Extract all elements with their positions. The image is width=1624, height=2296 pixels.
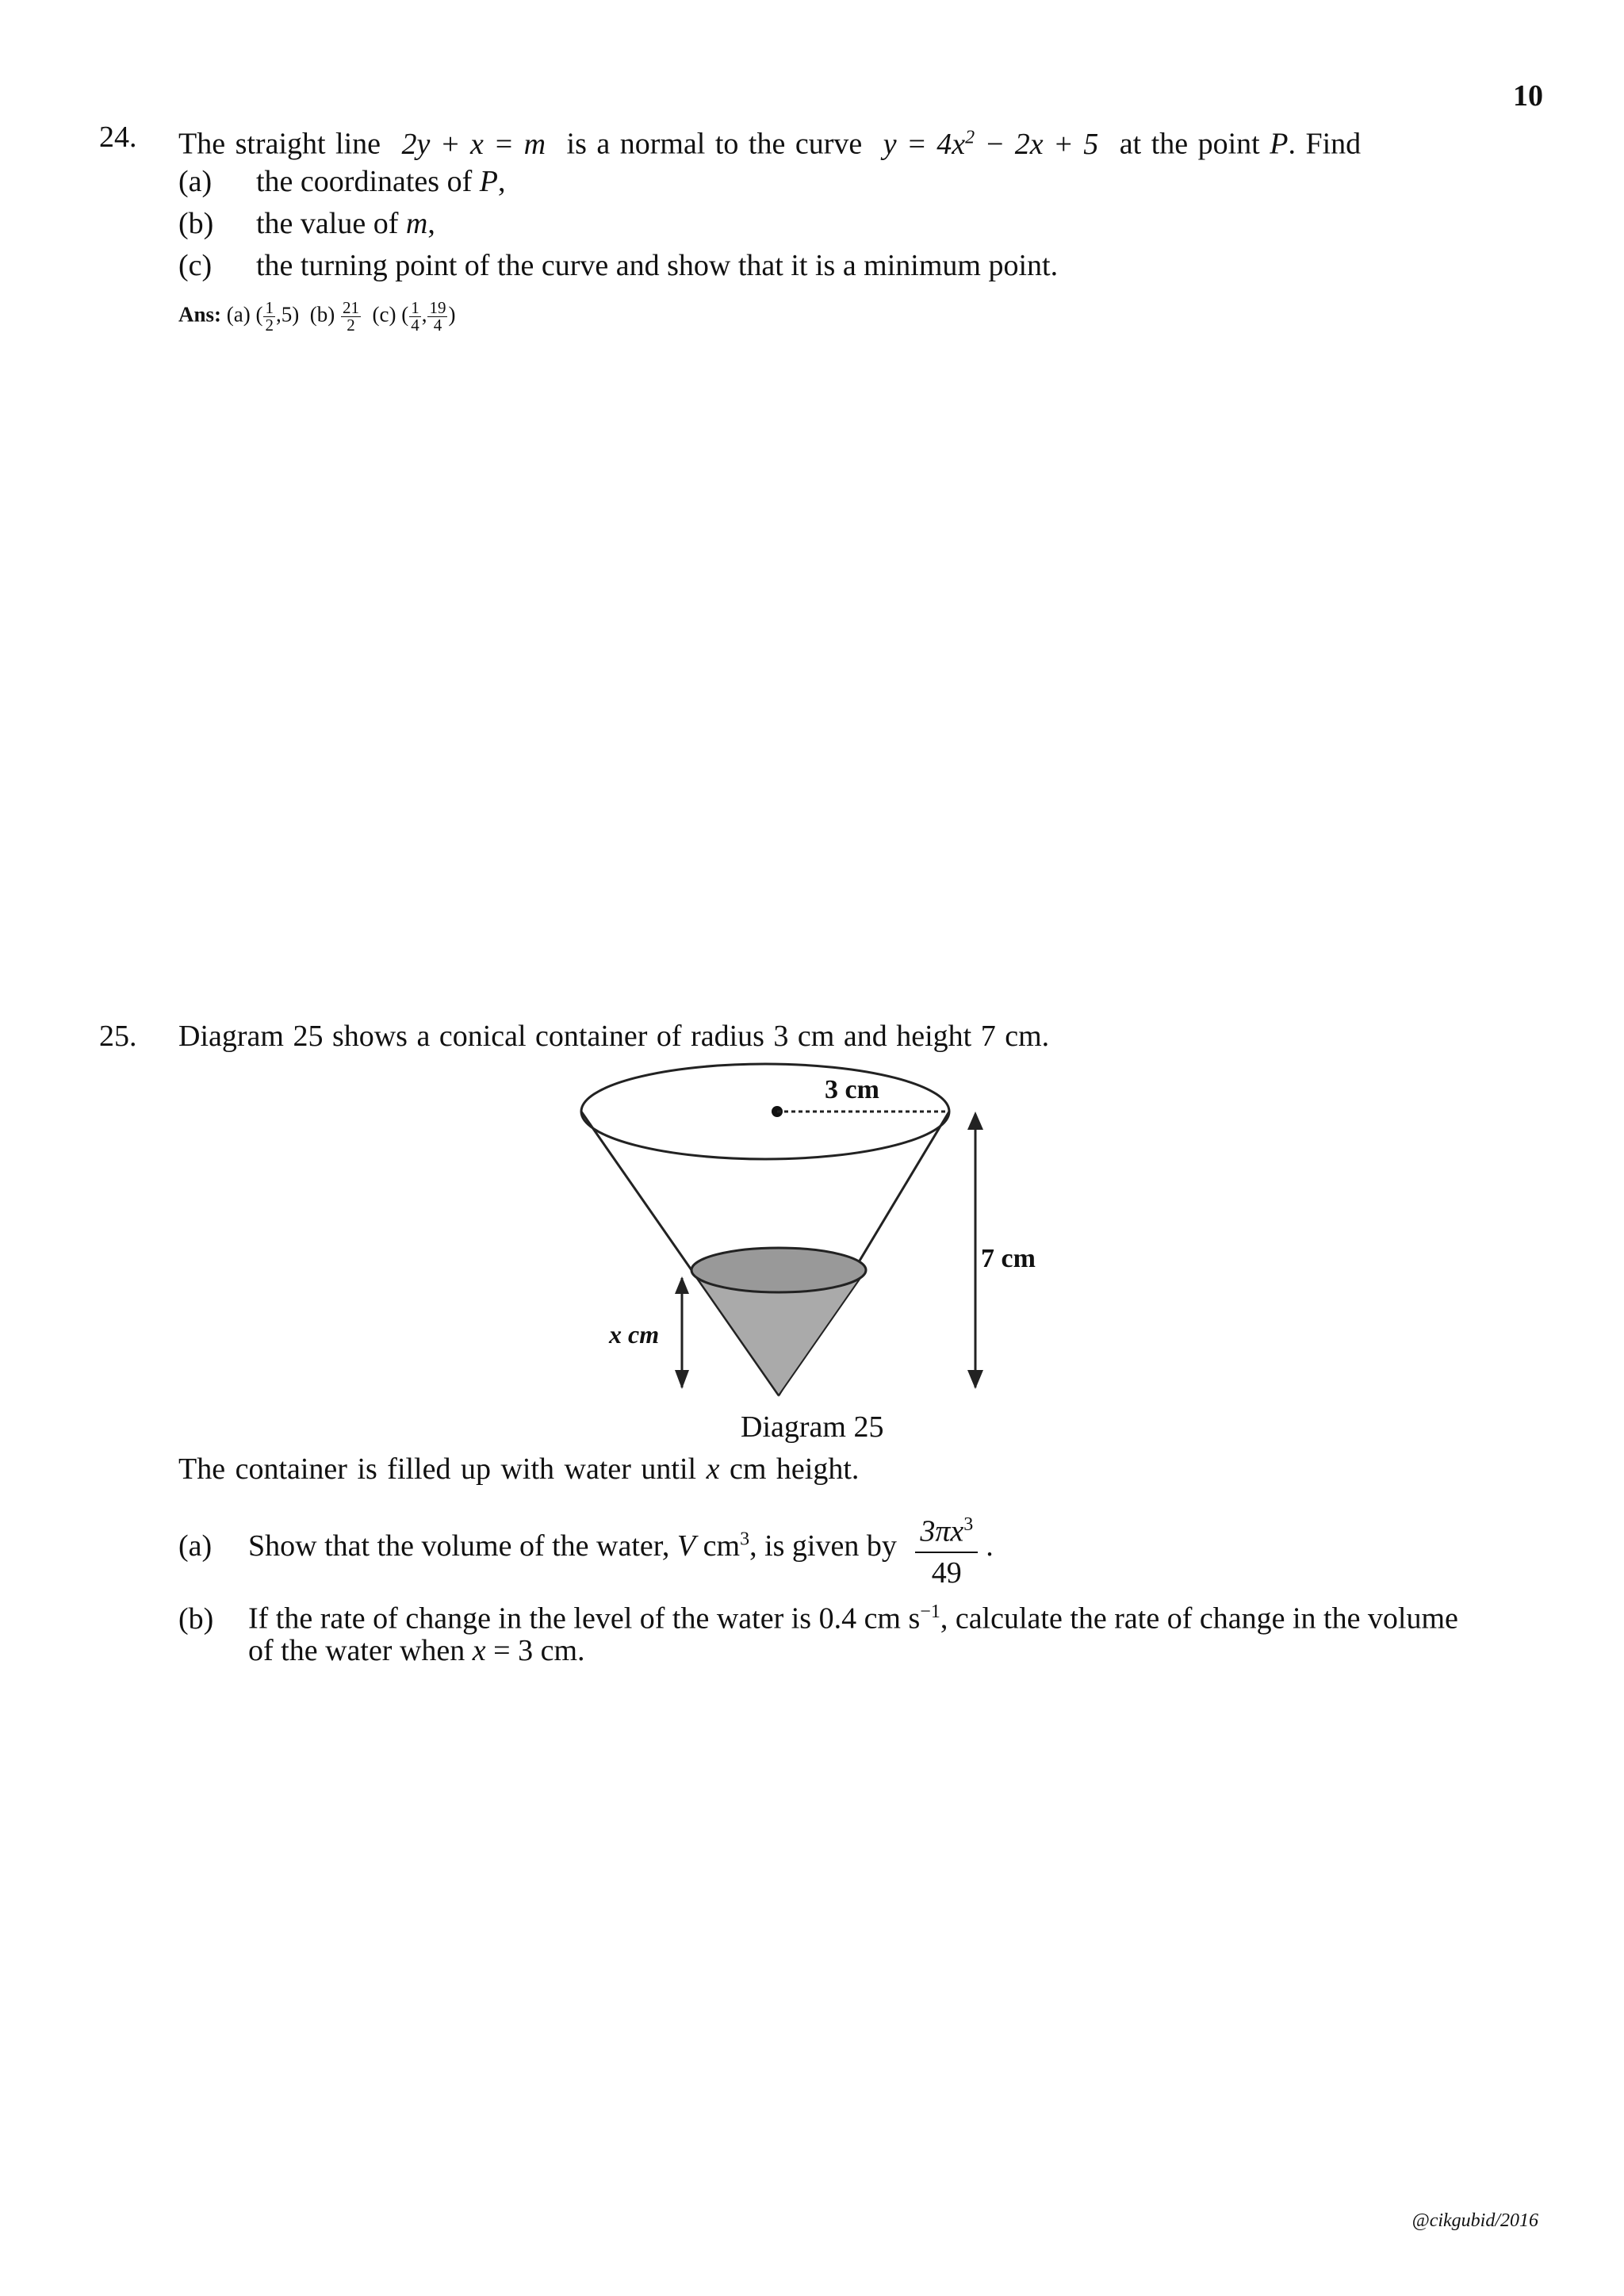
- arrow-head: [967, 1370, 983, 1389]
- curve-equation: $y = 4x^2 - 2x + 5$: [883, 127, 1099, 161]
- part-a: (a) the coordinates of P,: [178, 165, 506, 198]
- stem-text: The straight line: [178, 127, 381, 161]
- point-var: P: [1270, 127, 1289, 161]
- part-b-continued: of the water when x = 3 cm.: [248, 1634, 585, 1667]
- arrow-head: [675, 1370, 689, 1389]
- part-b: (b) the value of m,: [178, 207, 435, 240]
- volume-fraction: $\frac{3\pi x^3}{49}$: [915, 1506, 978, 1591]
- question-number: 25.: [99, 1020, 137, 1053]
- cone-diagram: [571, 1054, 1063, 1403]
- footer-credit: @cikgubid/2016: [1411, 2210, 1538, 2231]
- part-a: (a) Show that the volume of the water, V $cm^3$, is given by $\frac{3\pi x^3}{49}$ .: [178, 1506, 994, 1591]
- diagram-caption: Diagram 25: [741, 1410, 884, 1444]
- fill-sentence: The container is filled up with water until x cm height.: [178, 1452, 860, 1486]
- water-surface: [691, 1248, 866, 1292]
- question-stem: The straight line 2y + x = m is a normal to the curve $y = 4x^2 - 2x + 5$ at the point P. Find: [178, 127, 1362, 161]
- page-number: 10: [1513, 79, 1543, 113]
- part-c: (c) the turning point of the curve and show that it is a minimum point.: [178, 249, 1059, 282]
- part-b: (b) If the rate of change in the level of the water is 0.4 cm $s^{-1}$, calculate the rate of change in the volume: [178, 1601, 1458, 1636]
- arrow-head: [967, 1112, 983, 1130]
- question-number: 24.: [99, 121, 137, 154]
- line-equation: 2y + x = m: [401, 127, 546, 161]
- arrow-head: [675, 1276, 689, 1294]
- water-label: x cm: [609, 1320, 660, 1349]
- answer-line: Ans: (a) ( $\frac{1}{2}$ ,5) (b) $\frac{21}{2}$ (c) ( $\frac{1}{4}$ , $\frac{19}{4}$ ): [178, 298, 456, 335]
- stem-text: is a normal to the curve: [566, 127, 863, 161]
- stem-text: at the point: [1119, 127, 1260, 161]
- radius-label: 3 cm: [825, 1075, 879, 1104]
- question-stem: Diagram 25 shows a conical container of radius 3 cm and height 7 cm.: [178, 1020, 1050, 1053]
- height-label: 7 cm: [981, 1244, 1036, 1273]
